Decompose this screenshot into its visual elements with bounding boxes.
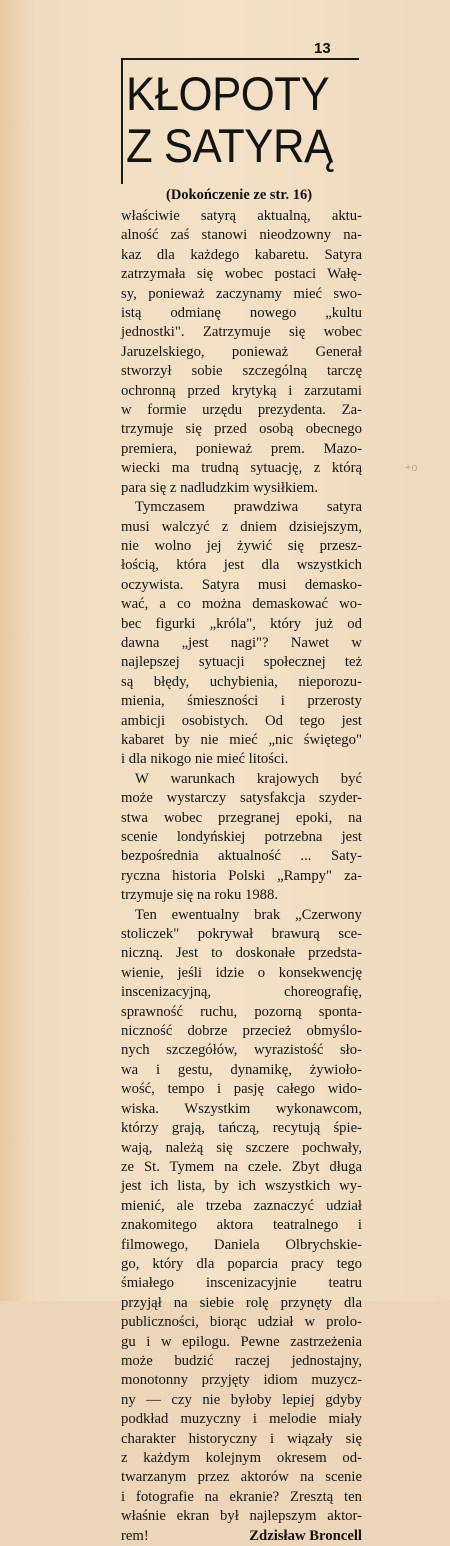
article-line: inscenizacyjną, choreografię, xyxy=(121,984,362,1001)
headline-line-2: Z SATYRĄ xyxy=(126,119,333,172)
article-line: śmiałego inscenizacyjnie teatru xyxy=(121,1275,362,1292)
article-line: twarzanym przez aktorów na scenie xyxy=(121,1469,362,1486)
article-line: wa i gestu, dynamikę, żywioło- xyxy=(121,1061,362,1078)
article-line: ryczna historia Polski „Rampy" za- xyxy=(121,867,362,884)
article-line: nych szczegółów, wyrazistość sło- xyxy=(121,1042,362,1059)
article-line: istą odmianę nowego „kultu xyxy=(121,305,362,322)
article-line: rem! xyxy=(121,1527,149,1544)
continuation-note: (Dokończenie ze str. 16) xyxy=(166,187,313,203)
article-line: nie wolno jej żywić się przesz- xyxy=(121,537,362,554)
article-line: łością, która jest dla wszystkich xyxy=(121,557,362,574)
article-line: Jaruzelskiego, ponieważ Generał xyxy=(121,343,362,360)
article-line: podkład muzyczny i melodie miały xyxy=(121,1411,362,1428)
page-number: 13 xyxy=(314,40,331,57)
article-line: Tymczasem prawdziwa satyra xyxy=(135,499,362,516)
article-line: wość, tempo i pasję całego wido- xyxy=(121,1081,362,1098)
side-rule xyxy=(121,58,123,184)
article-line: sy, ponieważ zaczynamy mieć swo- xyxy=(121,285,362,302)
article-line: oczywista. Satyra musi demasko- xyxy=(121,576,362,593)
article-line: i fotografie na ekranie? Zresztą ten xyxy=(121,1488,362,1505)
article-line: są błędy, uchybienia, nieporozu- xyxy=(121,673,362,690)
article-line: trzymuje się przed osobą obecnego xyxy=(121,421,362,438)
article-line: charakter historyczny i wiązały się xyxy=(121,1430,362,1447)
article-line: para się z nadludzkim wysiłkiem. xyxy=(121,479,319,496)
article-line: stworzył sobie szczególną tarczę xyxy=(121,363,362,380)
top-rule xyxy=(122,58,359,60)
article-line: bezpośrednia aktualność ... Saty- xyxy=(121,848,362,865)
article-line: ochronną przed krytyką i zarzutami xyxy=(121,382,362,399)
article-line: mienia, śmieszności i przerosty xyxy=(121,693,362,710)
article-line: wienie, jeśli idzie o konsekwencję xyxy=(121,964,362,981)
article-line: w formie urzędu prezydenta. Za- xyxy=(121,402,362,419)
article-body xyxy=(121,207,362,1546)
article-line: stwa wobec przegranej epoki, na xyxy=(121,809,362,826)
article-line: W warunkach krajowych być xyxy=(135,770,362,787)
article-line: kaz dla każdego kabaretu. Satyra xyxy=(121,246,362,263)
article-line: znakomitego aktora teatralnego i xyxy=(121,1217,362,1234)
article-line: i dla nikogo nie mieć litości. xyxy=(121,751,289,768)
article-paragraph xyxy=(121,207,362,498)
article-line: najlepszej sytuacji społecznej też xyxy=(121,654,362,671)
article-line: Ten ewentualny brak „Czerwony xyxy=(135,906,362,923)
headline-line-1: KŁOPOTY xyxy=(126,67,330,120)
article-line: gu i w epilogu. Pewne zastrzeżenia xyxy=(121,1333,362,1350)
article-line: ambicji osobistych. Od tego jest xyxy=(121,712,362,729)
article-line: wiecki ma trudną sytuację, z którą xyxy=(121,460,362,477)
article-line: przyjął na siebie rolę przynęty dla xyxy=(121,1294,362,1311)
article-line: go, który dla poparcia pracy tego xyxy=(121,1255,362,1272)
article-line: jest ich lista, by ich wszystkich wy- xyxy=(121,1178,362,1195)
article-line: wiska. Wszystkim wykonawcom, xyxy=(121,1100,362,1117)
article-line: sprawność ruchu, pozorną sponta- xyxy=(121,1003,362,1020)
article-line: premiera, ponieważ prem. Mazo- xyxy=(121,440,362,457)
article-line: stoliczek" pokrywał brawurą sce- xyxy=(121,926,362,943)
article-line: publiczności, biorąc udział w prolo- xyxy=(121,1314,362,1331)
author-signature: Zdzisław Broncell xyxy=(249,1527,362,1544)
article-line: dawna „jest nagi"? Nawet w xyxy=(121,634,362,651)
headline xyxy=(126,68,345,172)
article-line: bec figurki „króla", który już od xyxy=(121,615,362,632)
article-line: mienić, ale trzeba zaznaczyć udział xyxy=(121,1197,362,1214)
article-line: jednostki". Zatrzymuje się wobec xyxy=(121,324,362,341)
article-line: zatrzymała się wobec postaci Wałę- xyxy=(121,266,362,283)
article-paragraph xyxy=(121,498,362,770)
article-line: scenie londyńskiej potrzebna jest xyxy=(121,829,362,845)
article-line: może wystarczy satysfakcja szyder- xyxy=(121,790,362,807)
article-line: trzymuje się na roku 1988. xyxy=(121,887,279,904)
article-line: niczną. Jest to doskonałe przedsta- xyxy=(121,945,362,962)
article-line: wają, należą się szczere pochwały, xyxy=(121,1139,362,1156)
article-line: właśnie ekran był najlepszym aktor- xyxy=(121,1508,362,1525)
article-line: wać, a co można demaskować wo- xyxy=(121,596,362,613)
article-line: kabaret by nie mieć „nic świętego" xyxy=(121,731,362,748)
article-line: właściwie satyrą aktualną, aktu- xyxy=(121,208,362,224)
article-line: ze St. Tymem na czele. Zbyt długa xyxy=(121,1158,362,1175)
signature-line xyxy=(121,1527,362,1546)
article-paragraph xyxy=(121,770,362,906)
article-line: ny — czy nie byłoby lepiej gdyby xyxy=(121,1391,362,1408)
article-paragraph xyxy=(121,906,362,1546)
article-line: filmowego, Daniela Olbrychskie- xyxy=(121,1236,362,1253)
article-line: alność zaś stanowi nieodzowny na- xyxy=(121,227,362,244)
article-line: niczność dobrze przecież obmyślo- xyxy=(121,1023,362,1040)
article-line: z każdym kolejnym okresem od- xyxy=(121,1450,362,1466)
article-line: może budzić raczej jednostajny, xyxy=(121,1352,362,1369)
article-line: monotonny przyjęty idiom muzycz- xyxy=(121,1372,362,1389)
article-line: którzy grają, tańczą, recytują śpie- xyxy=(121,1120,362,1137)
margin-mark: +o xyxy=(405,462,418,474)
article-line: musi walczyć z dniem dzisiejszym, xyxy=(121,518,362,535)
